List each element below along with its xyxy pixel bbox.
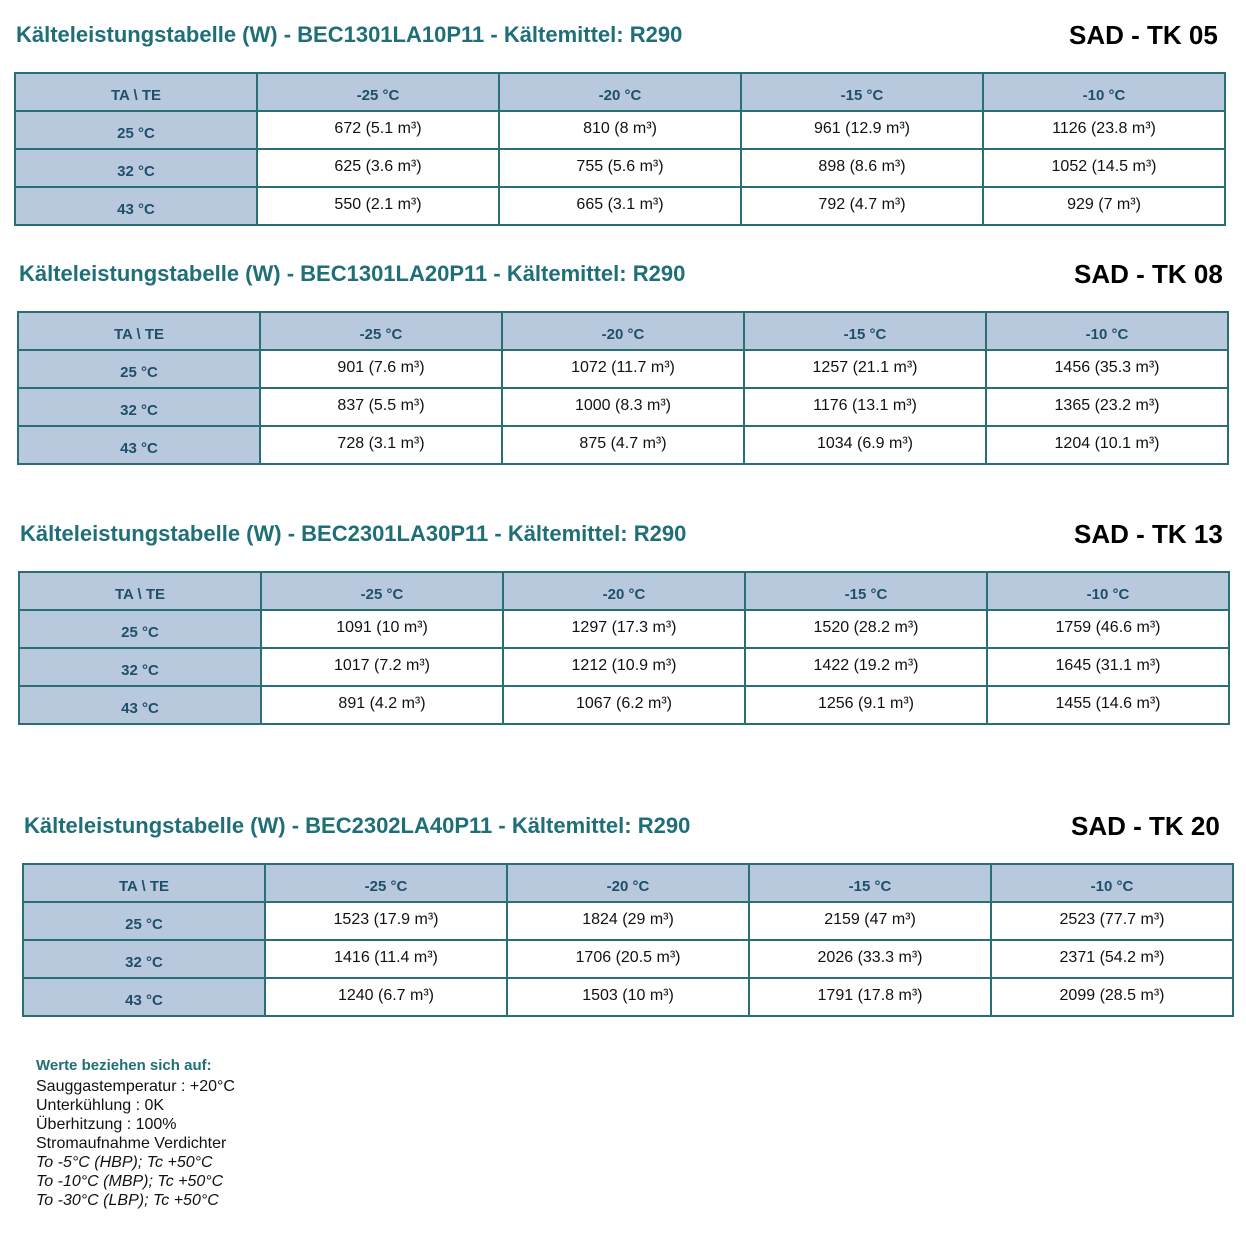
row-header: 25 °C xyxy=(19,610,261,648)
table-cell: 792 (4.7 m³) xyxy=(741,187,983,225)
table-cell: 1240 (6.7 m³) xyxy=(265,978,507,1016)
table-cell: 1416 (11.4 m³) xyxy=(265,940,507,978)
table-row xyxy=(23,940,1233,978)
table-header-row xyxy=(18,312,1228,350)
table-cell: 929 (7 m³) xyxy=(983,187,1225,225)
table-cell: 837 (5.5 m³) xyxy=(260,388,502,426)
table-row xyxy=(23,902,1233,940)
column-header: -25 °C xyxy=(261,572,503,610)
table-cell: 1503 (10 m³) xyxy=(507,978,749,1016)
column-header: -10 °C xyxy=(983,73,1225,111)
row-header: 43 °C xyxy=(15,187,257,225)
column-header: -25 °C xyxy=(265,864,507,902)
column-header: -15 °C xyxy=(745,572,987,610)
table-cell: 810 (8 m³) xyxy=(499,111,741,149)
table-cell: 1297 (17.3 m³) xyxy=(503,610,745,648)
note-line: Überhitzung : 100% xyxy=(36,1116,177,1133)
table-cell: 901 (7.6 m³) xyxy=(260,350,502,388)
table-cell: 2523 (77.7 m³) xyxy=(991,902,1233,940)
table-cell: 1257 (21.1 m³) xyxy=(744,350,986,388)
table-cell: 625 (3.6 m³) xyxy=(257,149,499,187)
section-title: Kälteleistungstabelle (W) - BEC2301LA30P11 - Kältemittel: R290 xyxy=(20,521,687,546)
section-title: Kälteleistungstabelle (W) - BEC1301LA10P11 - Kältemittel: R290 xyxy=(16,22,683,47)
row-header: 25 °C xyxy=(15,111,257,149)
table-cell: 1455 (14.6 m³) xyxy=(987,686,1229,724)
table-cell: 1256 (9.1 m³) xyxy=(745,686,987,724)
table-cell: 1824 (29 m³) xyxy=(507,902,749,940)
table-section-4 xyxy=(24,813,1234,1028)
note-line-italic: To -30°C (LBP); Tc +50°C xyxy=(36,1192,219,1209)
table-row xyxy=(18,350,1228,388)
table-header-row xyxy=(23,864,1233,902)
column-header: -20 °C xyxy=(507,864,749,902)
column-header: -15 °C xyxy=(749,864,991,902)
row-header: 32 °C xyxy=(15,149,257,187)
column-header: -25 °C xyxy=(257,73,499,111)
table-cell: 1365 (23.2 m³) xyxy=(986,388,1228,426)
table-cell: 1212 (10.9 m³) xyxy=(503,648,745,686)
reference-notes xyxy=(36,1056,235,1210)
column-header: -10 °C xyxy=(987,572,1229,610)
table-cell: 2159 (47 m³) xyxy=(749,902,991,940)
column-header: -25 °C xyxy=(260,312,502,350)
note-line: Stromaufnahme Verdichter xyxy=(36,1135,227,1152)
column-header: -20 °C xyxy=(502,312,744,350)
table-cell: 755 (5.6 m³) xyxy=(499,149,741,187)
table-cell: 665 (3.1 m³) xyxy=(499,187,741,225)
column-header: -10 °C xyxy=(991,864,1233,902)
column-header: -20 °C xyxy=(499,73,741,111)
table-cell: 1126 (23.8 m³) xyxy=(983,111,1225,149)
column-header: -20 °C xyxy=(503,572,745,610)
performance-table xyxy=(14,72,1226,226)
table-row xyxy=(19,686,1229,724)
table-cell: 1072 (11.7 m³) xyxy=(502,350,744,388)
section-title: Kälteleistungstabelle (W) - BEC2302LA40P11 - Kältemittel: R290 xyxy=(24,813,691,838)
table-cell: 1456 (35.3 m³) xyxy=(986,350,1228,388)
table-row xyxy=(15,149,1225,187)
table-cell: 672 (5.1 m³) xyxy=(257,111,499,149)
section-code: SAD - TK 05 xyxy=(1069,20,1218,50)
column-header: -10 °C xyxy=(986,312,1228,350)
table-header-row xyxy=(19,572,1229,610)
note-line: Sauggastemperatur : +20°C xyxy=(36,1078,235,1095)
corner-header: TA \ TE xyxy=(19,572,261,610)
table-cell: 550 (2.1 m³) xyxy=(257,187,499,225)
row-header: 43 °C xyxy=(18,426,260,464)
table-cell: 1017 (7.2 m³) xyxy=(261,648,503,686)
table-row xyxy=(18,388,1228,426)
row-header: 25 °C xyxy=(18,350,260,388)
note-line: Unterkühlung : 0K xyxy=(36,1097,165,1114)
performance-table xyxy=(18,571,1230,725)
table-cell: 1067 (6.2 m³) xyxy=(503,686,745,724)
table-cell: 1706 (20.5 m³) xyxy=(507,940,749,978)
table-header-row xyxy=(15,73,1225,111)
table-row xyxy=(23,978,1233,1016)
table-cell: 898 (8.6 m³) xyxy=(741,149,983,187)
table-cell: 1759 (46.6 m³) xyxy=(987,610,1229,648)
section-title: Kälteleistungstabelle (W) - BEC1301LA20P11 - Kältemittel: R290 xyxy=(19,261,686,286)
corner-header: TA \ TE xyxy=(18,312,260,350)
table-cell: 1091 (10 m³) xyxy=(261,610,503,648)
row-header: 25 °C xyxy=(23,902,265,940)
row-header: 32 °C xyxy=(18,388,260,426)
column-header: -15 °C xyxy=(744,312,986,350)
table-cell: 961 (12.9 m³) xyxy=(741,111,983,149)
table-cell: 728 (3.1 m³) xyxy=(260,426,502,464)
row-header: 43 °C xyxy=(19,686,261,724)
table-cell: 1000 (8.3 m³) xyxy=(502,388,744,426)
table-row xyxy=(15,187,1225,225)
table-cell: 1052 (14.5 m³) xyxy=(983,149,1225,187)
table-row xyxy=(18,426,1228,464)
table-cell: 1204 (10.1 m³) xyxy=(986,426,1228,464)
section-code: SAD - TK 13 xyxy=(1074,519,1223,549)
table-cell: 1791 (17.8 m³) xyxy=(749,978,991,1016)
table-cell: 1520 (28.2 m³) xyxy=(745,610,987,648)
performance-table xyxy=(17,311,1229,465)
row-header: 43 °C xyxy=(23,978,265,1016)
table-cell: 2099 (28.5 m³) xyxy=(991,978,1233,1016)
corner-header: TA \ TE xyxy=(15,73,257,111)
corner-header: TA \ TE xyxy=(23,864,265,902)
table-cell: 1034 (6.9 m³) xyxy=(744,426,986,464)
table-cell: 2026 (33.3 m³) xyxy=(749,940,991,978)
table-row xyxy=(19,610,1229,648)
table-section-1 xyxy=(16,22,1226,237)
section-code: SAD - TK 20 xyxy=(1071,811,1220,841)
table-cell: 1523 (17.9 m³) xyxy=(265,902,507,940)
table-cell: 2371 (54.2 m³) xyxy=(991,940,1233,978)
row-header: 32 °C xyxy=(19,648,261,686)
notes-heading: Werte beziehen sich auf: xyxy=(36,1057,212,1074)
note-line-italic: To -5°C (HBP); Tc +50°C xyxy=(36,1154,213,1171)
row-header: 32 °C xyxy=(23,940,265,978)
table-cell: 1645 (31.1 m³) xyxy=(987,648,1229,686)
table-cell: 1422 (19.2 m³) xyxy=(745,648,987,686)
table-cell: 1176 (13.1 m³) xyxy=(744,388,986,426)
section-code: SAD - TK 08 xyxy=(1074,259,1223,289)
table-section-2 xyxy=(19,261,1229,476)
table-row xyxy=(19,648,1229,686)
note-line-italic: To -10°C (MBP); Tc +50°C xyxy=(36,1173,224,1190)
table-row xyxy=(15,111,1225,149)
table-cell: 875 (4.7 m³) xyxy=(502,426,744,464)
table-cell: 891 (4.2 m³) xyxy=(261,686,503,724)
column-header: -15 °C xyxy=(741,73,983,111)
performance-table xyxy=(22,863,1234,1017)
table-section-3 xyxy=(20,521,1230,736)
